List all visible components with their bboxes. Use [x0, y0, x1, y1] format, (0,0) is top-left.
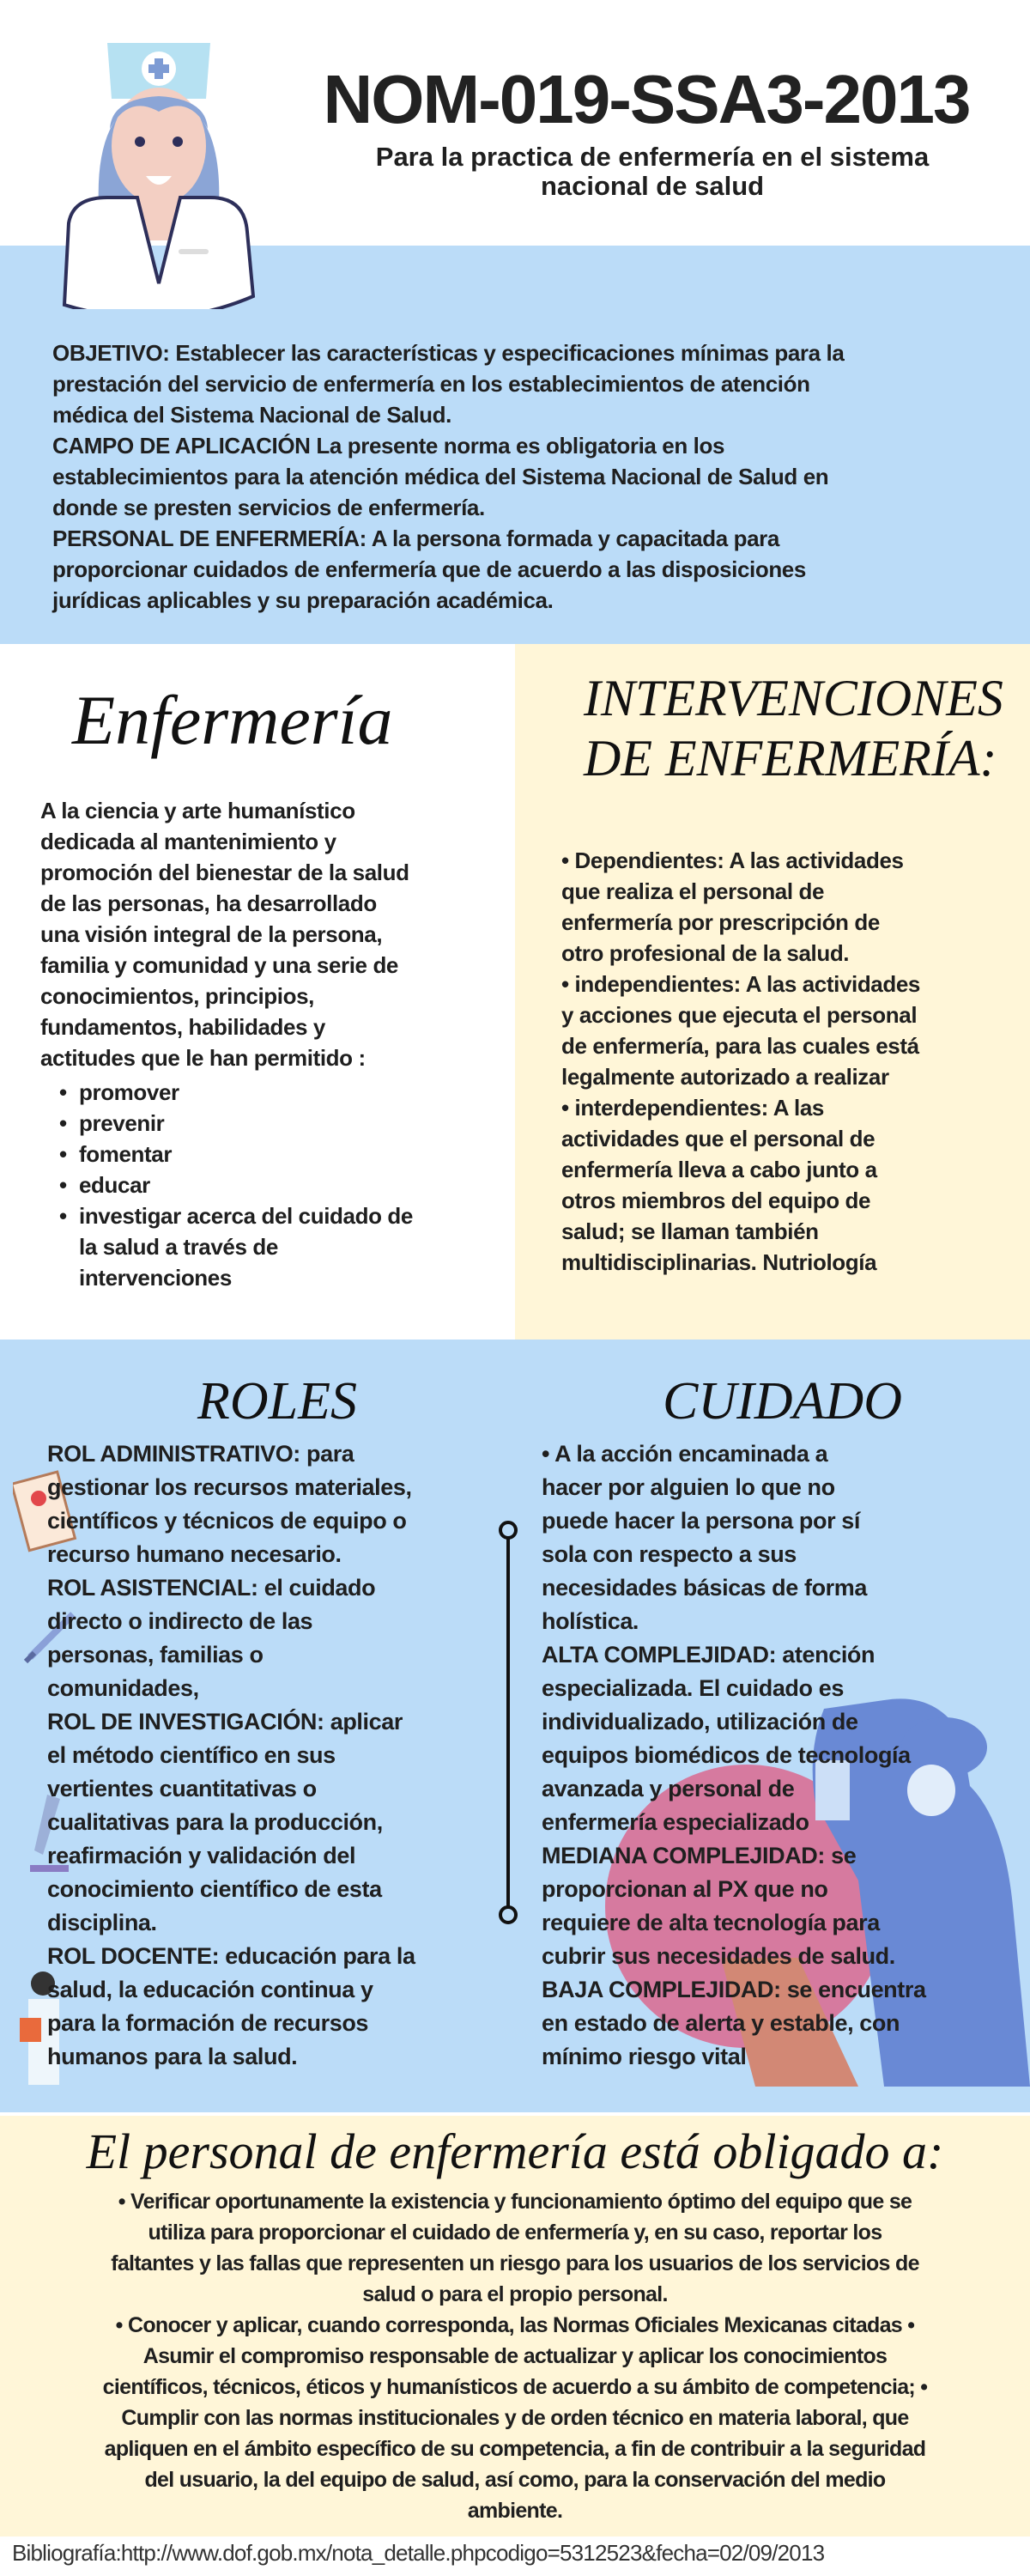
text-line: vertientes cuantitativas o [47, 1776, 317, 1801]
text-line: BAJA COMPLEJIDAD: se encuentra [542, 1977, 926, 2002]
text-line: Para la practica de enfermería en el sistema [375, 142, 930, 172]
text-line: en estado de alerta y estable, con [542, 2010, 900, 2036]
text-line: especializada. El cuidado es [542, 1675, 844, 1701]
list-item: • educar [59, 1170, 413, 1200]
text-line: multidisciplinarias. Nutriología [561, 1249, 877, 1275]
text-line: ROL DOCENTE: educación para la [47, 1943, 415, 1969]
text-line: Asumir el compromiso responsable de actualizar y aplicar los conocimientos [142, 2344, 888, 2368]
text-line: enfermería por prescripción de [561, 909, 880, 935]
text-line: reafirmación y validación del [47, 1843, 356, 1868]
text-line: necesidades básicas de forma [542, 1575, 867, 1601]
text-line: disciplina. [47, 1910, 157, 1935]
text-line: dedicada al mantenimiento y [40, 829, 336, 854]
text-line: del usuario, la del equipo de salud, así como, para la conservación del medio [144, 2468, 886, 2492]
intervenciones-heading-line: DE ENFERMERÍA: [584, 730, 997, 787]
text-line: individualizado, utilización de [542, 1709, 858, 1735]
list-item: • fomentar [59, 1139, 413, 1170]
text-line: cubrir sus necesidades de salud. [542, 1943, 895, 1969]
text-line: • independientes: A las actividades [561, 971, 920, 997]
text-line: proporcionan al PX que no [542, 1876, 828, 1902]
text-line: ALTA COMPLEJIDAD: atención [542, 1642, 876, 1668]
page-subtitle [326, 143, 978, 201]
text-line: • A la acción encaminada a [542, 1441, 828, 1467]
intervenciones-heading [584, 668, 1003, 788]
text-line: fundamentos, habilidades y [40, 1014, 325, 1040]
text-line: A la ciencia y arte humanístico [40, 798, 355, 823]
text-line: actividades que el personal de [561, 1126, 876, 1151]
cuidado-heading: CUIDADO [663, 1372, 902, 1431]
text-line: promoción del bienestar de la salud [40, 860, 409, 885]
bibliography-link[interactable]: Bibliografía:http://www.dof.gob.mx/nota_detalle.phpcodigo=5312523&fecha=02/09/2013 [12, 2540, 825, 2566]
enfermeria-heading: Enfermería [72, 681, 393, 759]
text-line: enfermería lleva a cabo junto a [561, 1157, 877, 1182]
text-line: para la formación de recursos [47, 2010, 369, 2036]
text-line: • interdependientes: A las [561, 1095, 824, 1121]
list-item: • promover [59, 1077, 413, 1108]
text-line: establecimientos para la atención médica del Sistema Nacional de Salud en [52, 464, 829, 489]
obligaciones-heading: El personal de enfermería está obligado a: [86, 2123, 944, 2179]
text-line: conocimiento científico de esta [47, 1876, 382, 1902]
text-line: ambiente. [467, 2499, 563, 2523]
text-line: MEDIANA COMPLEJIDAD: se [542, 1843, 857, 1868]
text-line: de enfermería, para las cuales está [561, 1033, 919, 1059]
text-line: donde se presten servicios de enfermería. [52, 495, 485, 520]
text-line: humanos para la salud. [47, 2044, 298, 2069]
text-line: mínimo riesgo vital [542, 2044, 747, 2069]
text-line: • Verificar oportunamente la existencia y funcionamiento óptimo del equipo que se [118, 2190, 912, 2214]
text-line: jurídicas aplicables y su preparación académica. [52, 587, 554, 613]
text-line: ROL ADMINISTRATIVO: para [47, 1441, 354, 1467]
text-line: gestionar los recursos materiales, [47, 1474, 412, 1500]
text-line: apliquen en el ámbito específico de su competencia, a fin de contribuir a la seguridad [104, 2437, 926, 2461]
text-line: salud, la educación continua y [47, 1977, 373, 2002]
text-line: médica del Sistema Nacional de Salud. [52, 402, 451, 428]
text-line: conocimientos, principios, [40, 983, 314, 1009]
text-line: hacer por alguien lo que no [542, 1474, 835, 1500]
text-line: científicos y técnicos de equipo o [47, 1508, 407, 1534]
list-item: • investigar acerca del cuidado de la salud a través de intervenciones [59, 1200, 413, 1293]
text-line: cualitativas para la producción, [47, 1809, 383, 1835]
text-line: actitudes que le han permitido : [40, 1045, 366, 1071]
text-line: de las personas, ha desarrollado [40, 890, 377, 916]
text-line: • Conocer y aplicar, cuando corresponda, las Normas Oficiales Mexicanas citadas • [115, 2313, 915, 2337]
text-line: holística. [542, 1608, 639, 1634]
text-line: otro profesional de la salud. [561, 940, 850, 966]
nurse-illustration [52, 26, 275, 309]
text-line: nacional de salud [540, 171, 765, 201]
text-line: proporcionar cuidados de enfermería que de acuerdo a las disposiciones [52, 556, 806, 582]
text-line: el método científico en sus [47, 1742, 336, 1768]
roles-text [47, 1437, 415, 2074]
text-line: legalmente autorizado a realizar [561, 1064, 889, 1090]
cuidado-text [542, 1437, 926, 2074]
text-line: familia y comunidad y una serie de [40, 952, 398, 978]
text-line: equipos biomédicos de tecnología [542, 1742, 911, 1768]
text-line: recurso humano necesario. [47, 1541, 342, 1567]
text-line: CAMPO DE APLICACIÓN La presente norma es obligatoria en los [52, 433, 725, 459]
text-line: y acciones que ejecuta el personal [561, 1002, 918, 1028]
intro-text [52, 337, 844, 616]
text-line: enfermería especializado [542, 1809, 809, 1835]
text-line: requiere de alta tecnología para [542, 1910, 880, 1935]
text-line: OBJETIVO: Establecer las características y especificaciones mínimas para la [52, 340, 845, 366]
text-line: personas, familias o [47, 1642, 264, 1668]
text-line: ROL DE INVESTIGACIÓN: aplicar [47, 1709, 403, 1735]
text-line: faltantes y las fallas que representen un riesgo para los usuarios de los servicios de [111, 2251, 919, 2275]
text-line: salud o para el propio personal. [362, 2282, 668, 2306]
text-line: avanzada y personal de [542, 1776, 795, 1801]
text-line: salud; se llaman también [561, 1218, 819, 1244]
text-line: utiliza para proporcionar el cuidado de enfermería y, en su caso, reportar los [148, 2221, 882, 2245]
roles-heading: ROLES [197, 1372, 357, 1431]
page-title: NOM-019-SSA3-2013 [323, 61, 970, 137]
text-line: ROL ASISTENCIAL: el cuidado [47, 1575, 376, 1601]
text-line: sola con respecto a sus [542, 1541, 797, 1567]
text-line: Cumplir con las normas institucionales y de orden técnico en materia laboral, que [121, 2406, 909, 2430]
text-line: comunidades, [47, 1675, 199, 1701]
text-line: una visión integral de la persona, [40, 921, 383, 947]
text-line: prestación del servicio de enfermería en los establecimientos de atención [52, 371, 810, 397]
text-line: científicos, técnicos, éticos y humanísticos de acuerdo a su ámbito de competencia; • [102, 2375, 928, 2399]
text-line: que realiza el personal de [561, 878, 825, 904]
text-line: puede hacer la persona por sí [542, 1508, 861, 1534]
intervenciones-heading-line: INTERVENCIONES [584, 670, 1003, 726]
obligaciones-text [0, 2186, 1030, 2526]
text-line: • Dependientes: A las actividades [561, 848, 904, 873]
timeline-divider [498, 1520, 518, 1925]
enfermeria-text [40, 795, 409, 1073]
list-item: • prevenir [59, 1108, 413, 1139]
text-line: directo o indirecto de las [47, 1608, 313, 1634]
intervenciones-text [561, 845, 920, 1278]
enfermeria-list [59, 1077, 413, 1293]
text-line: PERSONAL DE ENFERMERÍA: A la persona formada y capacitada para [52, 526, 779, 551]
text-line: otros miembros del equipo de [561, 1188, 871, 1213]
